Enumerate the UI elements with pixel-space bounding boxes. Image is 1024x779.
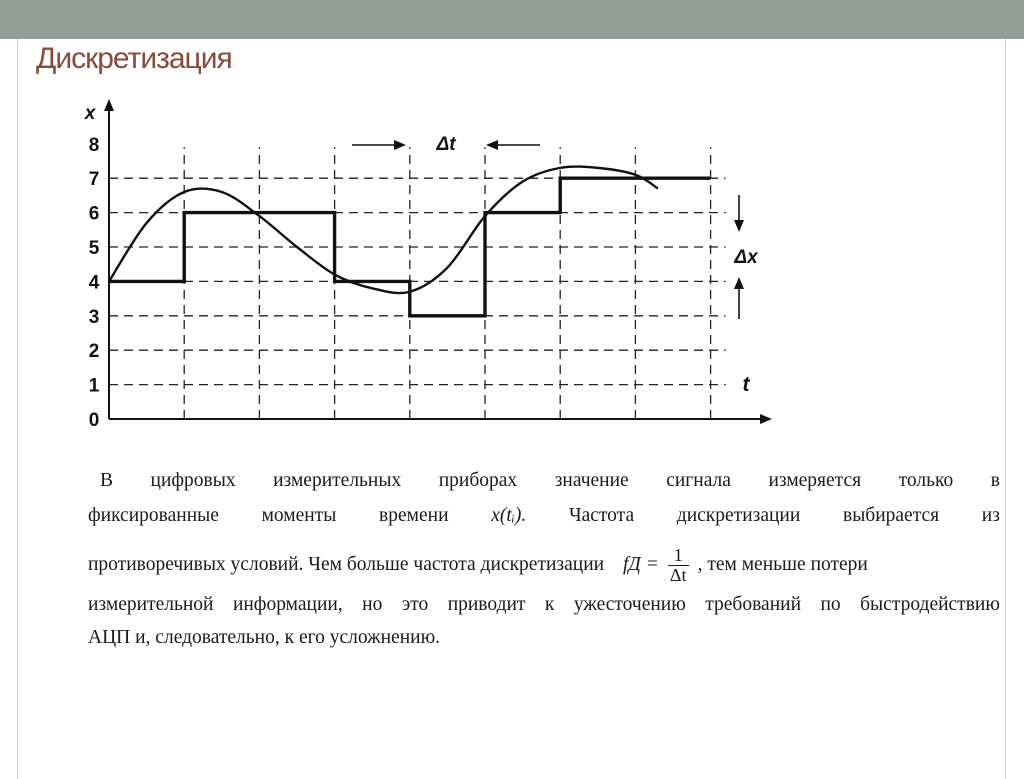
y-tick-label: 5: [88, 238, 100, 259]
y-tick-label: 4: [88, 272, 100, 294]
delta-t-label: Δt: [436, 134, 456, 155]
paragraph-word: но: [362, 594, 383, 615]
y-tick-label: 8: [88, 134, 100, 156]
paragraph-word: из: [981, 505, 1000, 526]
paragraph-word: значение: [554, 470, 629, 491]
continuous-signal-curve: [109, 167, 658, 293]
y-axis-arrow: [104, 99, 114, 111]
paragraph-word: информации,: [232, 594, 343, 615]
discretization-chart: [70, 95, 790, 440]
paragraph-word: к: [544, 594, 555, 615]
paragraph-word: Частота: [568, 505, 635, 526]
slide-title: Дискретизация: [36, 42, 232, 75]
paragraph-word: измерительной: [88, 594, 214, 615]
paragraph-word: приборах: [438, 470, 518, 491]
paragraph-word: времени: [379, 505, 449, 526]
formula-numerator: 1: [668, 546, 689, 566]
y-tick-label: 3: [88, 306, 100, 328]
line3-text-before: противоречивых условий. Чем больше частота дискретизации: [88, 553, 605, 575]
paragraph-word: выбирается: [842, 505, 940, 526]
delta-t-arrowhead-left: [394, 140, 406, 150]
paragraph-word: быстродействию: [860, 594, 1000, 615]
formula-fraction: [668, 546, 689, 585]
delta-x-arrowhead-bottom: [734, 277, 744, 289]
y-tick-label: 1: [88, 375, 100, 397]
paragraph-word: измеряется: [768, 470, 862, 491]
paragraph-word: сигнала: [666, 470, 731, 491]
paragraph-word: моменты: [261, 505, 337, 526]
paragraph-word: ужесточению: [573, 594, 686, 615]
delta-x-arrowhead-top: [734, 220, 744, 232]
paragraph-line-4: [88, 594, 1000, 616]
y-tick-label: 6: [88, 203, 100, 225]
paragraph-word: приводит: [447, 594, 526, 615]
paragraph-word: это: [401, 594, 429, 615]
x-axis-label: t: [742, 373, 750, 396]
formula-denominator: Δt: [669, 564, 687, 585]
delta-x-label: Δx: [734, 247, 758, 268]
paragraph-word: только: [898, 470, 954, 491]
paragraph-word: В: [100, 470, 114, 491]
y-tick-label: 0: [88, 410, 100, 431]
paragraph-word: дискретизации: [676, 505, 801, 526]
y-axis-label: x: [84, 103, 96, 124]
paragraph-line-2: [88, 505, 1000, 527]
slide-top-bar: [0, 0, 1024, 39]
line3-text-after: , тем меньше потери: [697, 553, 868, 575]
paragraph-word: фиксированные: [88, 505, 219, 526]
paragraph-word: по: [820, 594, 841, 615]
x-axis-arrow: [760, 414, 772, 424]
paragraph-line-3: [88, 546, 1000, 585]
formula-lhs: fД =: [622, 553, 659, 575]
paragraph-word: требований: [705, 594, 802, 615]
sample-time-formula: x(tᵢ).: [491, 505, 527, 526]
paragraph-word: измерительных: [273, 470, 402, 491]
y-tick-label: 7: [88, 169, 100, 191]
y-tick-label: 2: [88, 341, 100, 363]
paragraph-word: в: [990, 470, 1000, 491]
paragraph-line-1: [88, 470, 1000, 492]
paragraph-word: цифровых: [150, 470, 236, 491]
delta-t-arrowhead-right: [486, 140, 498, 150]
paragraph-line-5: АЦП и, следовательно, к его усложнению.: [88, 627, 441, 648]
sampling-frequency-formula: [622, 545, 698, 585]
